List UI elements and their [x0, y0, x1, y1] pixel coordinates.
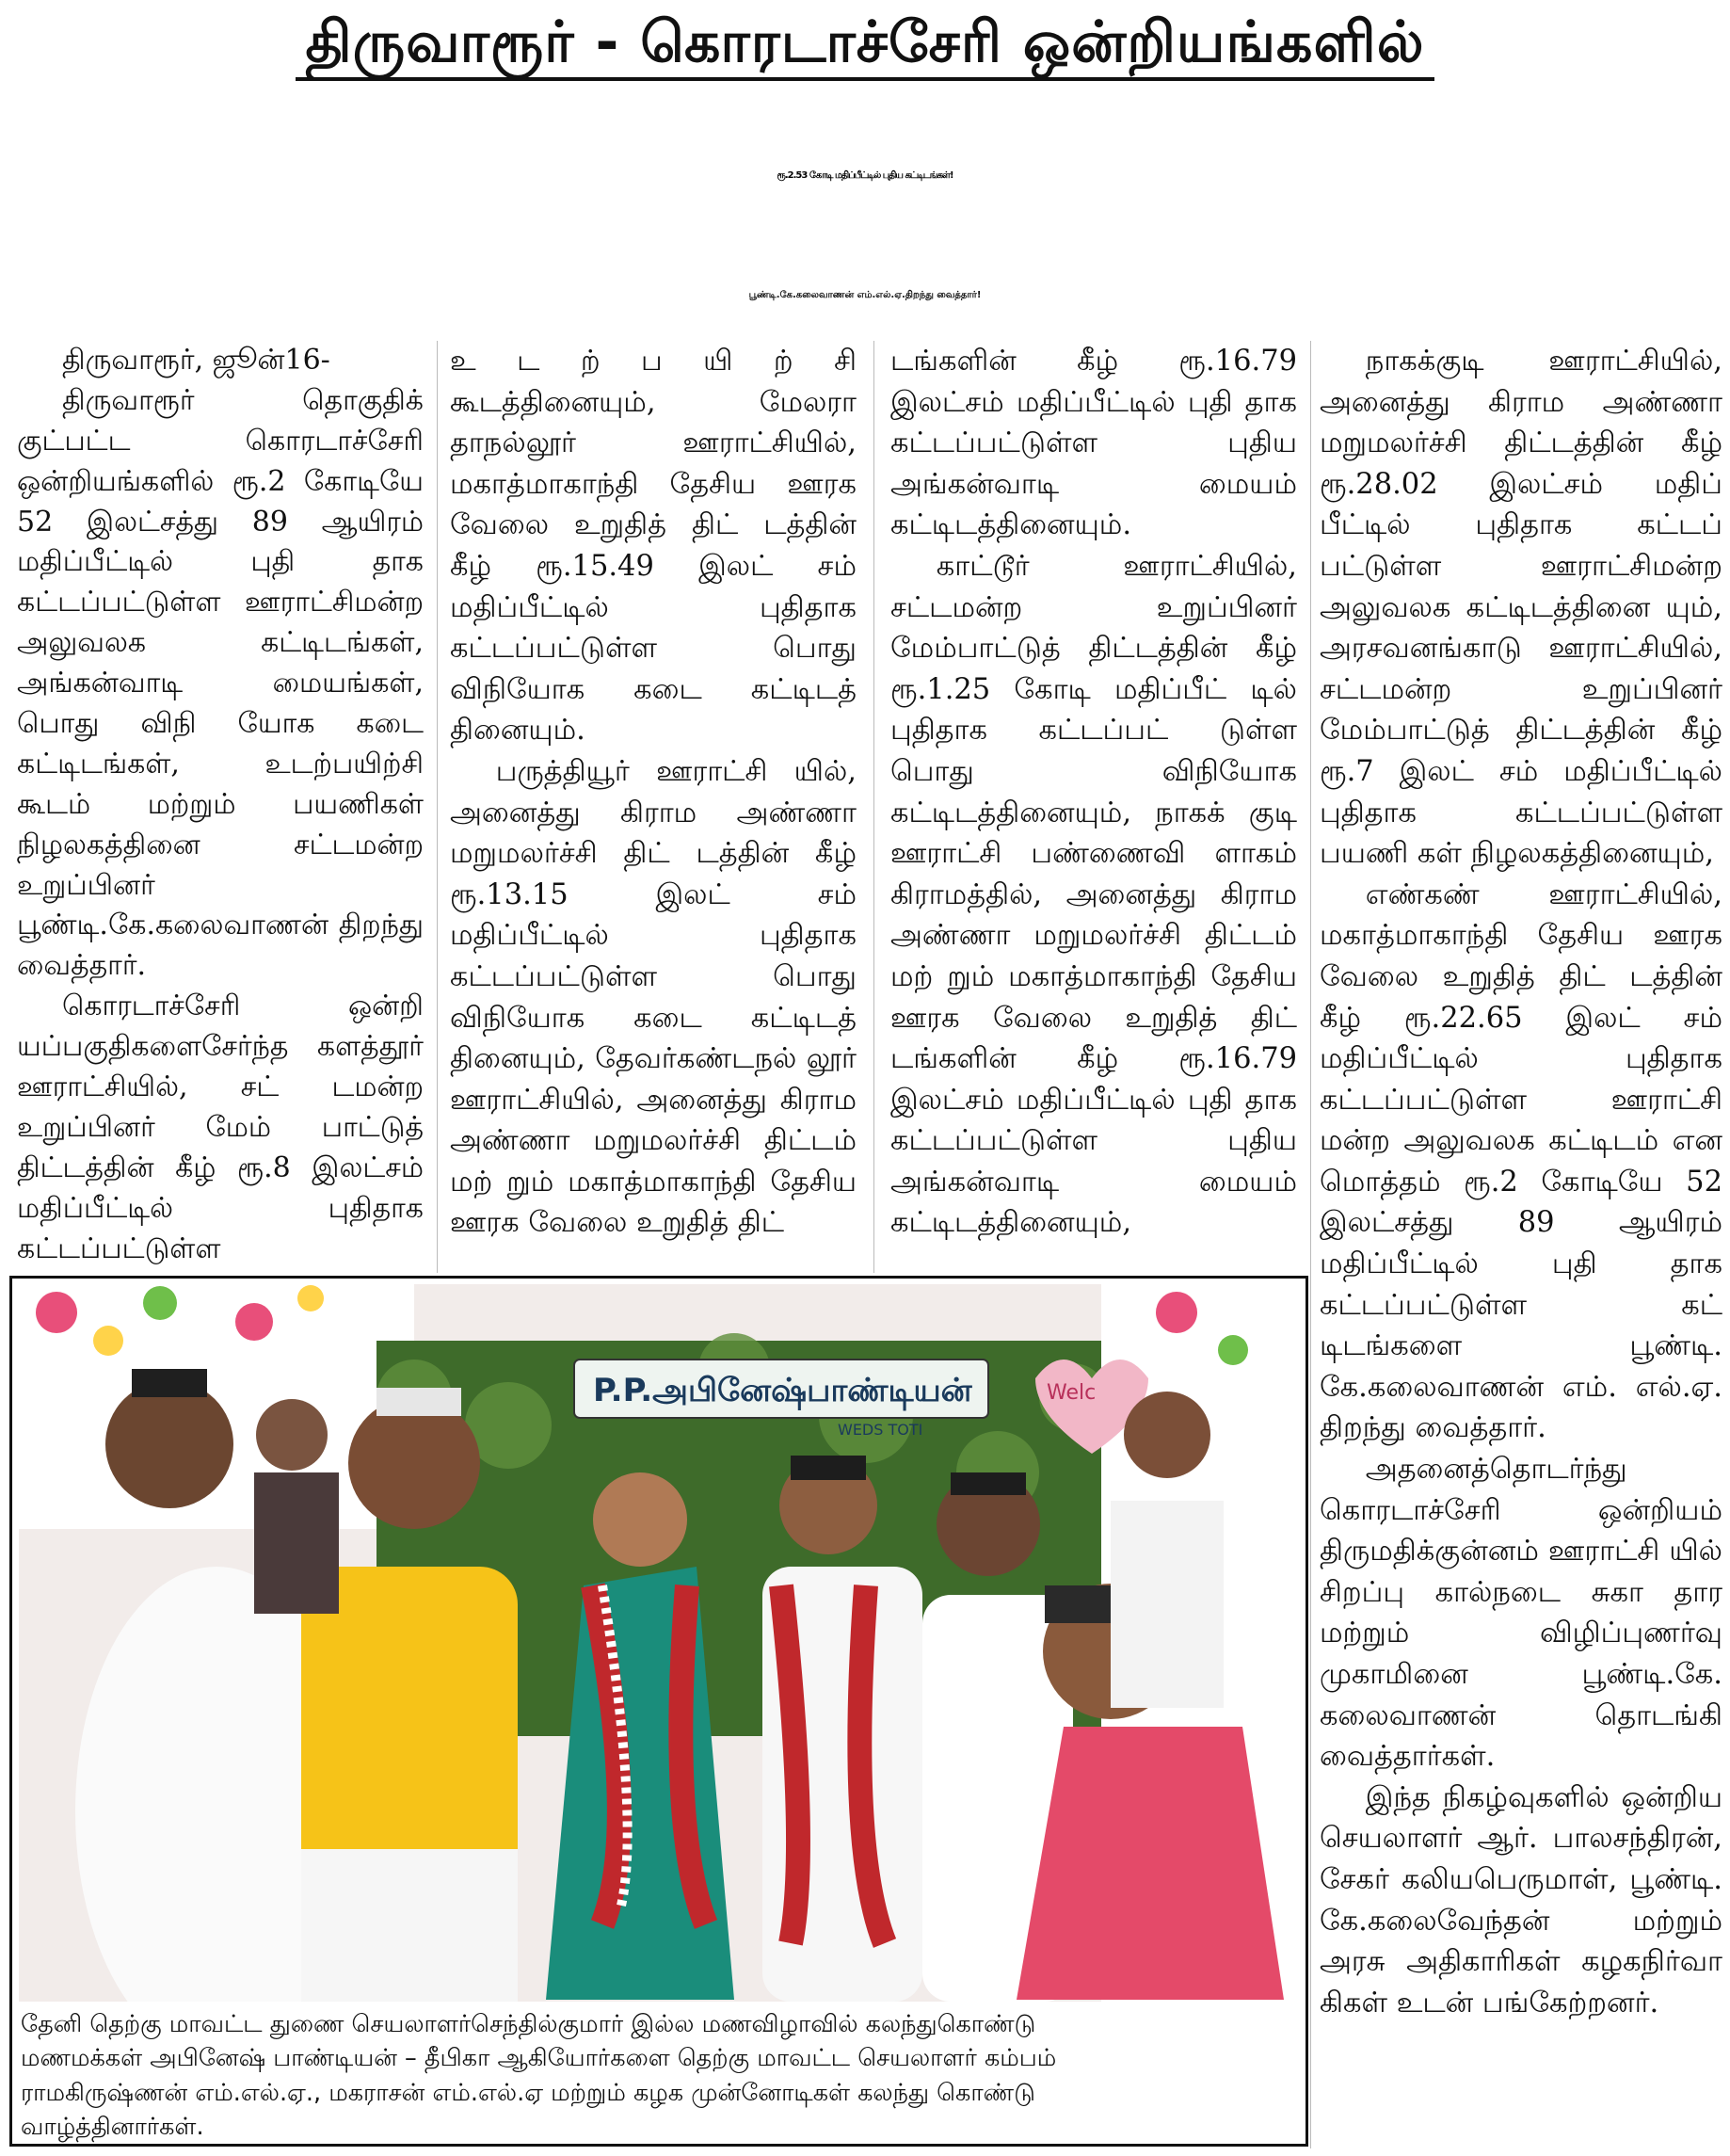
- kicker-text: திருவாரூர் - கொரடாச்சேரி ஒன்றியங்களில்: [296, 8, 1434, 81]
- subheadline: பூண்டி.கே.கலைவாணன் எம்.எல்.ஏ.திறந்து வைத்தார்!: [748, 290, 982, 300]
- paragraph: காட்டூர் ஊராட்சியில், சட்டமன்ற உறுப்பினர் மேம்பாட்டுத் திட்டத்தின் கீழ் ரூ.1.25 கோடி மதிப்பீட் டில் புதிதாக கட்டப்பட் டுள்ள பொது விநியோக கட்டிடத்தினையும், நாகக் குடி ஊராட்சி பண்ணைவி ளாகம் கிராமத்தில், அனைத்து கிராம அண்ணா மறுமலர்ச்சி திட்டம் மற் றும் மகாத்மாகாந்தி தேசிய ஊரக வேலை உறுதித் திட் டங்களின் கீழ் ரூ.16.79 இலட்சம் மதிப்பீட்டில் புதி தாக கட்டப்பட்டுள்ள புதிய அங்கன்வாடி மையம் கட்டிடத்தினையும்,: [890, 549, 1297, 1240]
- article-column-4: [1320, 341, 1722, 2148]
- column-rule: [873, 341, 874, 1273]
- article-column-3: [890, 341, 1297, 1282]
- wedding-photo-illustration: [19, 1284, 1284, 2002]
- paragraph: உ ட ற் ப யி ற் சி கூடத்தினையும், மேலரா தாநல்லூர் ஊராட்சியில், மகாத்மாகாந்தி தேசிய ஊரக வேலை உறுதித் திட் டத்தின் கீழ் ரூ.15.49 இலட் சம் மதிப்பீட்டில் புதிதாக கட்டப்பட்டுள்ள பொது விநியோக கடை கட்டிடத் தினையும்.: [450, 345, 857, 748]
- headline: ரூ.2.53 கோடி மதிப்பீட்டில் புதிய கட்டிடங்கள்!: [777, 170, 953, 181]
- banner-text: P.P.அபினேஷ்பாண்டியன்: [593, 1372, 972, 1409]
- paragraph: திருவாரூர் தொகுதிக் குட்பட்ட கொரடாச்சேரி ஒன்றியங்களில் ரூ.2 கோடியே 52 இலட்சத்து 89 ஆயிரம் மதிப்பீட்டில் புதி தாக கட்டப்பட்டுள்ள ஊராட்சிமன்ற அலுவலக கட்டிடங்கள், அங்கன்வாடி மையங்கள், பொது விநி யோக கடை கட்டிடங்கள், உடற்பயிற்சி கூடம் மற்றும் பயணிகள் நிழலகத்தினை சட்டமன்ற உறுப்பினர் பூண்டி.கே.கலைவாணன் திறந்து வைத்தார்.: [17, 383, 424, 983]
- dateline: திருவாரூர், ஜூன்16-: [62, 344, 330, 377]
- column-rule: [1310, 341, 1311, 2148]
- kicker: [0, 8, 1730, 83]
- caption-line: தேனி தெற்கு மாவட்ட துணை செயலாளர்செந்தில்குமார் இல்ல மணவிழாவில் கலந்துகொண்டு: [21, 2010, 1036, 2038]
- heart-sign-text: Welc: [1047, 1381, 1097, 1405]
- paragraph: டங்களின் கீழ் ரூ.16.79 இலட்சம் மதிப்பீட்டில் புதி தாக கட்டப்பட்டுள்ள புதிய அங்கன்வாடி மையம் கட்டிடத்தினையும்.: [890, 345, 1297, 542]
- article-column-2: [450, 341, 857, 1282]
- paragraph: பருத்தியூர் ஊராட்சி யில், அனைத்து கிராம அண்ணா மறுமலர்ச்சி திட் டத்தின் கீழ் ரூ.13.15 இலட் சம் மதிப்பீட்டில் புதிதாக கட்டப்பட்டுள்ள பொது விநியோக கடை கட்டிடத் தினையும், தேவர்கண்டநல் லூர் ஊராட்சியில், அனைத்து கிராம அண்ணா மறுமலர்ச்சி திட்டம் மற் றும் மகாத்மாகாந்தி தேசிய ஊரக வேலை உறுதித் திட்: [450, 754, 857, 1240]
- paragraph: அதனைத்தொடர்ந்து கொரடாச்சேரி ஒன்றியம் திருமதிக்குன்னம் ஊராட்சி யில் சிறப்பு கால்நடை சுகா தார மற்றும் விழிப்புணர்வு முகாமினை பூண்டி.கே. கலைவாணன் தொடங்கி வைத்தார்கள்.: [1320, 1453, 1722, 1774]
- article-column-1: [17, 341, 424, 1282]
- paragraph: எண்கண் ஊராட்சியில், மகாத்மாகாந்தி தேசிய ஊரக வேலை உறுதித் திட் டத்தின் கீழ் ரூ.22.65 இலட் சம் மதிப்பீட்டில் புதிதாக கட்டப்பட்டுள்ள ஊராட்சி மன்ற அலுவலக கட்டிடம் என மொத்தம் ரூ.2 கோடியே 52 இலட்சத்து 89 ஆயிரம் மதிப்பீட்டில் புதி தாக கட்டப்பட்டுள்ள கட் டிடங்களை பூண்டி. கே.கலைவாணன் எம். எல்.ஏ. திறந்து வைத்தார்.: [1320, 877, 1722, 1445]
- photo-caption: [21, 2007, 1286, 2145]
- paragraph: நாகக்குடி ஊராட்சியில், அனைத்து கிராம அண்ணா மறுமலர்ச்சி திட்டத்தின் கீழ் ரூ.28.02 இலட்சம் மதிப் பீட்டில் புதிதாக கட்டப் பட்டுள்ள ஊராட்சிமன்ற அலுவலக கட்டிடத்தினை யும், அரசவனங்காடு ஊராட்சியில், சட்டமன்ற உறுப்பினர் மேம்பாட்டுத் திட்டத்தின் கீழ் ரூ.7 இலட் சம் மதிப்பீட்டில் புதிதாக கட்டப்பட்டுள்ள பயணி கள் நிழலகத்தினையும்,: [1320, 345, 1722, 871]
- caption-line: மணமக்கள் அபினேஷ் பாண்டியன் – தீபிகா ஆகியோர்களை தெற்கு மாவட்ட செயலாளர் கம்பம்: [21, 2044, 1057, 2073]
- paragraph: கொரடாச்சேரி ஒன்றி யப்பகுதிகளைசேர்ந்த களத்தூர் ஊராட்சியில், சட் டமன்ற உறுப்பினர் மேம் பாட்டுத் திட்டத்தின் கீழ் ரூ.8 இலட்சம் மதிப்பீட்டில் புதிதாக கட்டப்பட்டுள்ள: [17, 990, 424, 1265]
- caption-line: ராமகிருஷ்ணன் எம்.எல்.ஏ., மகராசன் எம்.எல்.ஏ மற்றும் கழக முன்னோடிகள் கலந்து கொண்டு: [21, 2078, 1035, 2107]
- column-rule: [437, 341, 438, 1273]
- banner-subtext: WEDS TOTI: [838, 1421, 923, 1439]
- paragraph: இந்த நிகழ்வுகளில் ஒன்றிய செயலாளர் ஆர். பாலசந்திரன், சேகர் கலியபெருமாள், பூண்டி. கே.கலைவேந்தன் மற்றும் அரசு அதிகாரிகள் கழகநிர்வா கிகள் உடன் பங்கேற்றனர்.: [1320, 1780, 1722, 2019]
- wedding-photo: [19, 1284, 1284, 2002]
- caption-line: வாழ்த்தினார்கள்.: [21, 2113, 204, 2142]
